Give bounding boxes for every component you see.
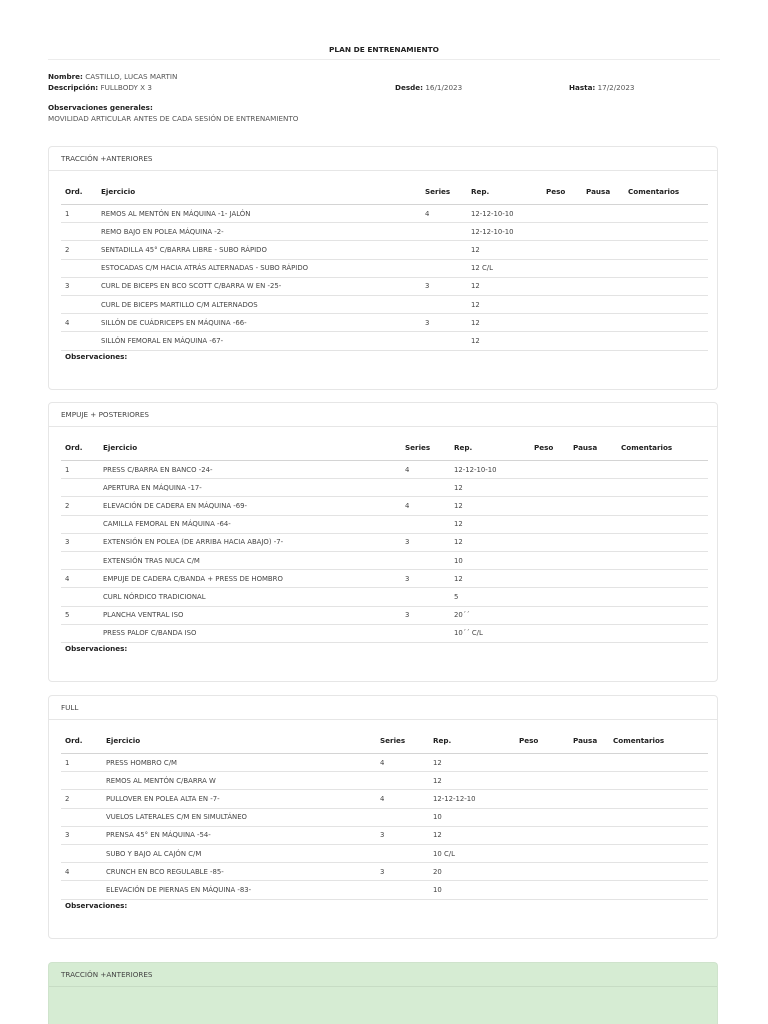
cell-peso (542, 259, 582, 277)
cell-rep: 12 (467, 277, 542, 295)
cell-series: 3 (401, 570, 450, 588)
cell-peso (530, 479, 569, 497)
cell-comentarios (624, 295, 708, 313)
cell-ejercicio: CURL DE BICEPS EN BCO SCOTT C/BARRA W EN -25- (97, 277, 421, 295)
cell-series (376, 881, 429, 899)
cell-peso (530, 570, 569, 588)
cell-series (376, 844, 429, 862)
cell-comentarios (609, 808, 708, 826)
cell-pausa (569, 624, 617, 642)
column-header-ord: Ord. (61, 178, 97, 205)
cell-ord: 3 (61, 533, 99, 551)
cell-pausa (569, 881, 609, 899)
cell-rep: 12-12-10-10 (450, 461, 530, 479)
page-title: PLAN DE ENTRENAMIENTO (329, 45, 439, 54)
cell-pausa (569, 808, 609, 826)
cell-comentarios (617, 551, 708, 569)
table-row (61, 772, 708, 790)
cell-ejercicio: VUELOS LATERALES C/M EN SIMULTÁNEO (102, 808, 376, 826)
descripcion-label: Descripción: (48, 83, 99, 92)
cell-peso (542, 241, 582, 259)
cell-ejercicio: SUBO Y BAJO AL CAJÓN C/M (102, 844, 376, 862)
section-card (48, 695, 718, 939)
cell-ejercicio: APERTURA EN MÁQUINA -17- (99, 479, 401, 497)
cell-pausa (569, 826, 609, 844)
cell-series (401, 479, 450, 497)
cell-comentarios (617, 515, 708, 533)
cell-peso (542, 277, 582, 295)
cell-series (421, 259, 467, 277)
column-header-pausa: Pausa (582, 178, 624, 205)
cell-comentarios (617, 533, 708, 551)
cell-ejercicio: EMPUJE DE CADERA C/BANDA + PRESS DE HOMBRO (99, 570, 401, 588)
cell-peso (530, 515, 569, 533)
cell-ejercicio: REMO BAJO EN POLEA MÁQUINA -2- (97, 223, 421, 241)
cell-peso (530, 606, 569, 624)
table-row (61, 497, 708, 515)
cell-ejercicio: PRESS HOMBRO C/M (102, 754, 376, 772)
cell-rep: 10 (429, 808, 515, 826)
column-header-ord: Ord. (61, 727, 102, 754)
table-header-row (61, 178, 708, 205)
cell-ord: 3 (61, 277, 97, 295)
cell-peso (530, 461, 569, 479)
cell-rep: 12-12-10-10 (467, 205, 542, 223)
cell-peso (542, 205, 582, 223)
cell-rep: 10 C/L (429, 844, 515, 862)
section-title: TRACCIÓN +ANTERIORES (49, 147, 717, 171)
cell-rep: 10´´ C/L (450, 624, 530, 642)
cell-pausa (569, 754, 609, 772)
table-row (61, 277, 708, 295)
title-divider (48, 59, 720, 60)
cell-rep: 12 (450, 533, 530, 551)
cell-peso (530, 624, 569, 642)
cell-ord: 2 (61, 497, 99, 515)
cell-ejercicio: PRESS C/BARRA EN BANCO -24- (99, 461, 401, 479)
cell-comentarios (624, 332, 708, 350)
cell-peso (515, 863, 569, 881)
cell-series: 3 (421, 314, 467, 332)
cell-series (421, 223, 467, 241)
table-row (61, 881, 708, 899)
column-header-rep: Rep. (450, 434, 530, 461)
cell-series (421, 241, 467, 259)
cell-rep: 12 C/L (467, 259, 542, 277)
table-row (61, 461, 708, 479)
cell-rep: 12 (467, 314, 542, 332)
cell-rep: 10 (450, 551, 530, 569)
cell-ejercicio: CAMILLA FEMORAL EN MÁQUINA -64- (99, 515, 401, 533)
cell-rep: 12 (429, 754, 515, 772)
cell-ord: 1 (61, 205, 97, 223)
cell-ejercicio: PRENSA 45° EN MÁQUINA -54- (102, 826, 376, 844)
column-header-comentarios: Comentarios (624, 178, 708, 205)
table-row (61, 808, 708, 826)
nombre-label: Nombre: (48, 72, 83, 81)
table-row (61, 515, 708, 533)
table-row (61, 588, 708, 606)
cell-ejercicio: SENTADILLA 45° C/BARRA LIBRE - SUBO RÁPIDO (97, 241, 421, 259)
cell-ejercicio: EXTENSIÓN TRAS NUCA C/M (99, 551, 401, 569)
table-row (61, 624, 708, 642)
table-row (61, 863, 708, 881)
cell-ord (61, 844, 102, 862)
cell-ord (61, 588, 99, 606)
column-header-ejercicio: Ejercicio (97, 178, 421, 205)
cell-pausa (569, 790, 609, 808)
cell-rep: 12 (467, 295, 542, 313)
section-title: EMPUJE + POSTERIORES (49, 403, 717, 427)
cell-comentarios (624, 277, 708, 295)
cell-series: 3 (401, 533, 450, 551)
cell-peso (515, 844, 569, 862)
cell-ord: 1 (61, 754, 102, 772)
cell-ord (61, 881, 102, 899)
cell-comentarios (624, 205, 708, 223)
cell-series (401, 551, 450, 569)
section-title: FULL (49, 696, 717, 720)
cell-ejercicio: EXTENSIÓN EN POLEA (DE ARRIBA HACIA ABAJO) -7- (99, 533, 401, 551)
section-title: TRACCIÓN +ANTERIORES (49, 963, 717, 987)
cell-series: 4 (401, 497, 450, 515)
meta-desde (395, 83, 462, 92)
cell-comentarios (617, 461, 708, 479)
desde-value: 16/1/2023 (425, 83, 463, 92)
cell-pausa (582, 295, 624, 313)
table-row (61, 551, 708, 569)
table-row (61, 259, 708, 277)
cell-ejercicio: REMOS AL MENTÓN C/BARRA W (102, 772, 376, 790)
cell-ejercicio: SILLÓN DE CUÁDRICEPS EN MÁQUINA -66- (97, 314, 421, 332)
cell-peso (515, 881, 569, 899)
cell-series (421, 295, 467, 313)
cell-ord: 4 (61, 863, 102, 881)
descripcion-value: FULLBODY X 3 (100, 83, 152, 92)
table-row (61, 332, 708, 350)
cell-rep: 20´´ (450, 606, 530, 624)
cell-ord: 3 (61, 826, 102, 844)
cell-rep: 12 (429, 826, 515, 844)
cell-ord (61, 772, 102, 790)
cell-ord: 4 (61, 314, 97, 332)
table-row (61, 533, 708, 551)
cell-rep: 12 (450, 497, 530, 515)
cell-ord (61, 515, 99, 533)
cell-series (421, 332, 467, 350)
cell-series (376, 808, 429, 826)
cell-peso (530, 533, 569, 551)
meta-hasta (569, 83, 634, 92)
cell-ord (61, 551, 99, 569)
cell-pausa (569, 863, 609, 881)
cell-pausa (569, 533, 617, 551)
cell-peso (542, 332, 582, 350)
cell-ord (61, 332, 97, 350)
column-header-peso: Peso (542, 178, 582, 205)
cell-ejercicio: SILLÓN FEMORAL EN MÁQUINA -67- (97, 332, 421, 350)
cell-pausa (582, 241, 624, 259)
section-observations-label: Observaciones: (65, 644, 128, 653)
cell-pausa (569, 844, 609, 862)
cell-pausa (582, 223, 624, 241)
column-header-rep: Rep. (429, 727, 515, 754)
cell-comentarios (609, 863, 708, 881)
cell-pausa (582, 259, 624, 277)
cell-comentarios (609, 790, 708, 808)
cell-comentarios (609, 844, 708, 862)
cell-comentarios (617, 479, 708, 497)
cell-rep: 20 (429, 863, 515, 881)
cell-comentarios (624, 241, 708, 259)
cell-pausa (569, 461, 617, 479)
cell-peso (530, 588, 569, 606)
cell-peso (515, 790, 569, 808)
column-header-rep: Rep. (467, 178, 542, 205)
cell-rep: 12 (450, 570, 530, 588)
cell-peso (515, 826, 569, 844)
cell-rep: 10 (429, 881, 515, 899)
cell-rep: 12-12-12-10 (429, 790, 515, 808)
cell-pausa (569, 479, 617, 497)
table-row (61, 606, 708, 624)
column-header-pausa: Pausa (569, 727, 609, 754)
cell-pausa (582, 314, 624, 332)
general-observations-text: MOVILIDAD ARTICULAR ANTES DE CADA SESIÓN DE ENTRENAMIENTO (48, 114, 299, 123)
cell-ejercicio: CURL DE BICEPS MARTILLO C/M ALTERNADOS (97, 295, 421, 313)
cell-peso (530, 551, 569, 569)
section-observations-label: Observaciones: (65, 901, 128, 910)
cell-comentarios (624, 223, 708, 241)
cell-rep: 12 (467, 332, 542, 350)
meta-descripcion (48, 83, 152, 92)
column-header-ord: Ord. (61, 434, 99, 461)
cell-ejercicio: PULLOVER EN POLEA ALTA EN -7- (102, 790, 376, 808)
section-observations-label: Observaciones: (65, 352, 128, 361)
table-row (61, 754, 708, 772)
table-row (61, 479, 708, 497)
exercise-table (61, 727, 708, 900)
cell-peso (515, 754, 569, 772)
cell-ord: 1 (61, 461, 99, 479)
cell-comentarios (617, 570, 708, 588)
cell-series: 4 (376, 790, 429, 808)
cell-comentarios (617, 497, 708, 515)
cell-peso (515, 808, 569, 826)
cell-ejercicio: CURL NÓRDICO TRADICIONAL (99, 588, 401, 606)
cell-series: 4 (401, 461, 450, 479)
cell-comentarios (617, 606, 708, 624)
cell-ejercicio: ELEVACIÓN DE CADERA EN MÁQUINA -69- (99, 497, 401, 515)
cell-ejercicio: REMOS AL MENTÓN EN MÁQUINA -1- JALÓN (97, 205, 421, 223)
table-row (61, 570, 708, 588)
cell-pausa (569, 570, 617, 588)
table-header-row (61, 727, 708, 754)
table-row (61, 790, 708, 808)
nombre-value: CASTILLO, LUCAS MARTIN (85, 72, 178, 81)
meta-nombre (48, 72, 177, 81)
column-header-series: Series (401, 434, 450, 461)
cell-rep: 12-12-10-10 (467, 223, 542, 241)
desde-label: Desde: (395, 83, 424, 92)
cell-pausa (569, 588, 617, 606)
table-row (61, 295, 708, 313)
cell-series: 3 (376, 826, 429, 844)
table-header-row (61, 434, 708, 461)
cell-ord: 4 (61, 570, 99, 588)
cell-pausa (569, 497, 617, 515)
cell-ejercicio: ELEVACIÓN DE PIERNAS EN MÁQUINA -83- (102, 881, 376, 899)
table-row (61, 205, 708, 223)
cell-series: 4 (421, 205, 467, 223)
cell-ord (61, 479, 99, 497)
cell-rep: 12 (450, 515, 530, 533)
table-row (61, 844, 708, 862)
cell-rep: 12 (450, 479, 530, 497)
cell-series: 3 (376, 863, 429, 881)
column-header-ejercicio: Ejercicio (99, 434, 401, 461)
cell-series: 3 (401, 606, 450, 624)
cell-ejercicio: PRESS PALOF C/BANDA ISO (99, 624, 401, 642)
column-header-peso: Peso (515, 727, 569, 754)
cell-peso (530, 497, 569, 515)
cell-pausa (569, 606, 617, 624)
cell-ord (61, 295, 97, 313)
section-card (48, 402, 718, 682)
section-card-highlighted (48, 962, 718, 1024)
column-header-pausa: Pausa (569, 434, 617, 461)
cell-series: 3 (421, 277, 467, 295)
cell-ord (61, 624, 99, 642)
cell-ord: 2 (61, 241, 97, 259)
table-row (61, 314, 708, 332)
column-header-series: Series (421, 178, 467, 205)
cell-peso (515, 772, 569, 790)
cell-rep: 12 (429, 772, 515, 790)
column-header-ejercicio: Ejercicio (102, 727, 376, 754)
cell-peso (542, 223, 582, 241)
cell-ejercicio: ESTOCADAS C/M HACIA ATRÁS ALTERNADAS - SUBO RÁPIDO (97, 259, 421, 277)
table-row (61, 826, 708, 844)
cell-comentarios (609, 881, 708, 899)
table-row (61, 223, 708, 241)
cell-series (401, 588, 450, 606)
cell-comentarios (609, 754, 708, 772)
cell-ord (61, 808, 102, 826)
cell-comentarios (617, 624, 708, 642)
cell-ord: 2 (61, 790, 102, 808)
table-row (61, 241, 708, 259)
cell-comentarios (609, 772, 708, 790)
cell-comentarios (624, 314, 708, 332)
cell-pausa (582, 277, 624, 295)
cell-series (376, 772, 429, 790)
cell-series (401, 515, 450, 533)
column-header-peso: Peso (530, 434, 569, 461)
hasta-label: Hasta: (569, 83, 596, 92)
cell-peso (542, 295, 582, 313)
cell-comentarios (624, 259, 708, 277)
section-card (48, 146, 718, 390)
cell-rep: 5 (450, 588, 530, 606)
general-observations-label: Observaciones generales: (48, 103, 153, 112)
cell-pausa (569, 515, 617, 533)
cell-rep: 12 (467, 241, 542, 259)
cell-pausa (582, 205, 624, 223)
cell-series (401, 624, 450, 642)
cell-peso (542, 314, 582, 332)
cell-series: 4 (376, 754, 429, 772)
cell-pausa (582, 332, 624, 350)
cell-pausa (569, 551, 617, 569)
exercise-table (61, 434, 708, 643)
cell-ord (61, 223, 97, 241)
column-header-comentarios: Comentarios (617, 434, 708, 461)
exercise-table (61, 178, 708, 351)
hasta-value: 17/2/2023 (597, 83, 635, 92)
cell-comentarios (617, 588, 708, 606)
column-header-series: Series (376, 727, 429, 754)
column-header-comentarios: Comentarios (609, 727, 708, 754)
cell-comentarios (609, 826, 708, 844)
cell-pausa (569, 772, 609, 790)
cell-ord: 5 (61, 606, 99, 624)
cell-ejercicio: CRUNCH EN BCO REGULABLE -85- (102, 863, 376, 881)
cell-ejercicio: PLANCHA VENTRAL ISO (99, 606, 401, 624)
cell-ord (61, 259, 97, 277)
